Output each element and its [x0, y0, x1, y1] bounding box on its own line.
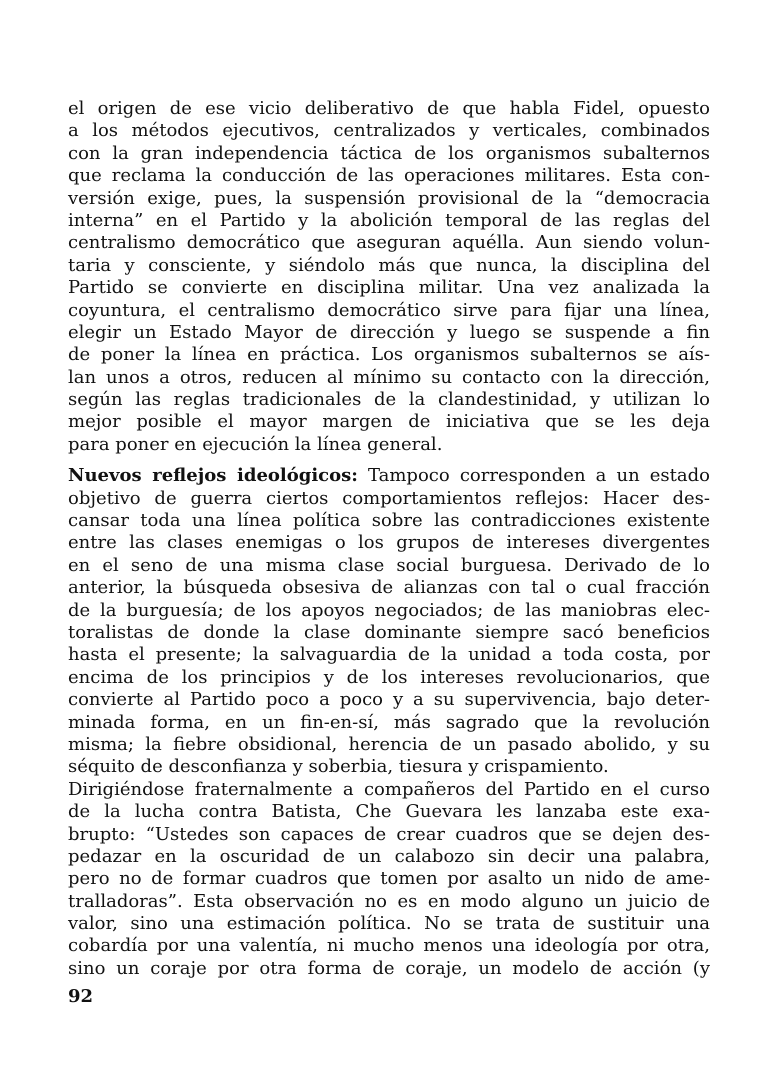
text-line: el origen de ese vicio deliberativo de que habla Fidel, opuesto — [68, 98, 710, 119]
text-line: centralismo democrático que aseguran aquélla. Aun siendo volun- — [68, 232, 710, 254]
text-line: a los métodos ejecutivos, centralizados y verticales, combinados — [68, 120, 710, 142]
text-line: versión exige, pues, la suspensión provisional de la “democracia — [68, 187, 710, 209]
text-line: coyuntura, el centralismo democrático sirve para fijar una línea, — [68, 299, 710, 321]
paragraph-3 — [68, 779, 710, 981]
text-line: séquito de desconfianza y soberbia, tiesura y crispamiento. — [68, 756, 609, 778]
text-line: con la gran independencia táctica de los organismos subalternos — [68, 142, 710, 164]
text-line-with-lead — [68, 465, 710, 487]
text-line: misma; la fiebre obsidional, herencia de un pasado abolido, y su — [68, 733, 710, 755]
text-line: interna” en el Partido y la abolición temporal de las reglas del — [68, 209, 710, 231]
paragraph-1 — [68, 98, 710, 456]
text-line: mejor posible el mayor margen de iniciativa que se les deja — [68, 411, 710, 433]
text-line: taria y consciente, y siéndolo más que nunca, la disciplina del — [68, 254, 710, 276]
page-number: 92 — [68, 986, 94, 1007]
text-line: anterior, la búsqueda obsesiva de alianzas con tal o cual fracción — [68, 577, 710, 599]
text-line: toralistas de donde la clase dominante siempre sacó beneficios — [68, 621, 710, 643]
text-line: cobardía por una valentía, ni mucho menos una ideología por otra, — [68, 935, 710, 957]
text-line: tralladoras”. Esta observación no es en modo alguno un juicio de — [68, 890, 710, 912]
text-line: brupto: “Ustedes son capaces de crear cuadros que se dejen des- — [68, 823, 710, 845]
text-line: que reclama la conducción de las operaciones militares. Esta con- — [68, 165, 710, 187]
section-lead-heading: Nuevos reflejos ideológicos: — [68, 465, 358, 487]
text-line: lan unos a otros, reducen al mínimo su contacto con la dirección, — [68, 366, 710, 388]
text-line: de poner la línea en práctica. Los organismos subalternos se aís- — [68, 344, 710, 366]
text-line: para poner en ejecución la línea general. — [68, 433, 443, 455]
text-line: cansar toda una línea política sobre las contradicciones existente — [68, 510, 710, 532]
text-line-rest: Tampoco corresponden a un estado — [357, 465, 710, 487]
text-line: pero no de formar cuadros que tomen por asalto un nido de ame- — [68, 868, 710, 890]
text-line: encima de los principios y de los intereses revolucionarios, que — [68, 666, 710, 688]
text-line: minada forma, en un fin-en-sí, más sagrado que la revolución — [68, 711, 710, 733]
text-line: según las reglas tradicionales de la clandestinidad, y utilizan lo — [68, 389, 710, 411]
text-line: elegir un Estado Mayor de dirección y luego se suspende a fin — [68, 321, 710, 343]
text-line: de la burguesía; de los apoyos negociados; de las maniobras elec- — [68, 599, 710, 621]
text-line: sino un coraje por otra forma de coraje, un modelo de acción (y — [68, 957, 710, 979]
text-line: hasta el presente; la salvaguardia de la unidad a toda costa, por — [68, 644, 710, 666]
text-line: entre las clases enemigas o los grupos de intereses divergentes — [68, 532, 710, 554]
text-line: objetivo de guerra ciertos comportamientos reflejos: Hacer des- — [68, 487, 710, 509]
text-line: de la lucha contra Batista, Che Guevara les lanzaba este exa- — [68, 801, 710, 823]
text-line: Partido se convierte en disciplina militar. Una vez analizada la — [68, 277, 710, 299]
book-page — [68, 98, 710, 1028]
text-line: pedazar en la oscuridad de un calabozo sin decir una palabra, — [68, 845, 710, 867]
text-line: Dirigiéndose fraternalmente a compañeros del Partido en el curso — [68, 778, 710, 800]
paragraph-gap — [68, 456, 710, 465]
text-line: convierte al Partido poco a poco y a su supervivencia, bajo deter- — [68, 689, 710, 711]
text-line: en el seno de una misma clase social burguesa. Derivado de lo — [68, 554, 710, 576]
text-line: valor, sino una estimación política. No se trata de sustituir una — [68, 913, 710, 935]
paragraph-2 — [68, 465, 710, 778]
